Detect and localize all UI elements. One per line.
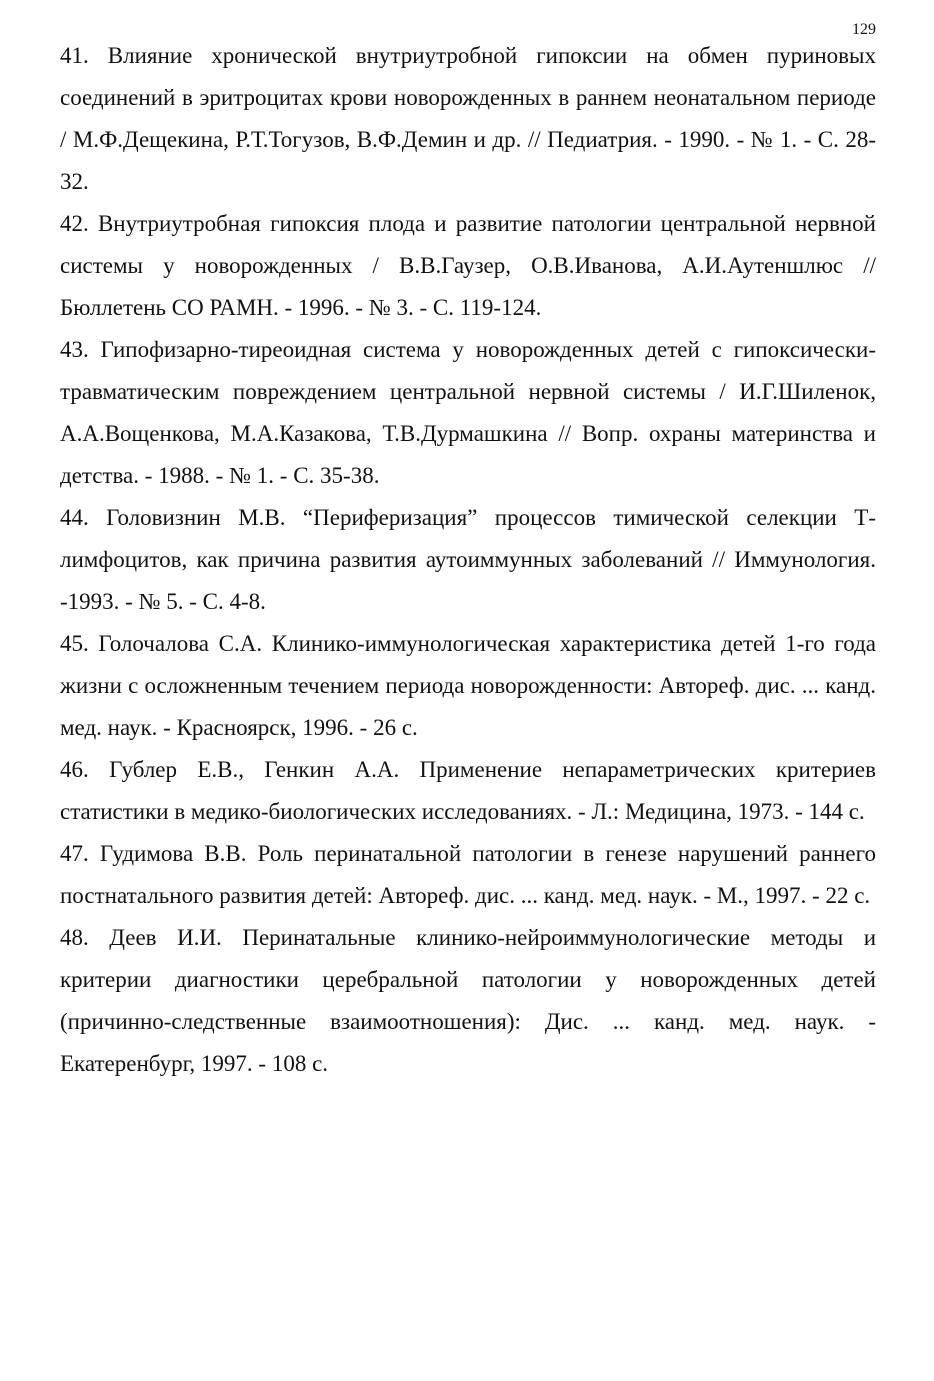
reference-item: 41. Влияние хронической внутриутробной гипоксии на обмен пуриновых соединений в эритроцитах крови новорожденных в раннем неонатальном периоде / М.Ф.Дещекина, Р.Т.Тогузов, В.Ф.Демин и др. // Педиатрия. - 1990. - № 1. - С. 28-32. bbox=[60, 43, 876, 194]
reference-item: 42. Внутриутробная гипоксия плода и развитие патологии центральной нервной системы у новорожденных / В.В.Гаузер, О.В.Иванова, А.И.Аутеншлюс // Бюллетень СО РАМН. - 1996. - № 3. - С. 119-124. bbox=[60, 211, 876, 320]
reference-item: 47. Гудимова В.В. Роль перинатальной патологии в генезе нарушений раннего постнатального развития детей: Автореф. дис. ... канд. мед. наук. - М., 1997. - 22 с. bbox=[60, 841, 876, 908]
reference-item: 44. Головизнин М.В. “Периферизация” процессов тимической селекции Т-лимфоцитов, как причина развития аутоиммунных заболеваний // Иммунология. -1993. - № 5. - С. 4-8. bbox=[60, 505, 876, 614]
reference-item: 46. Гублер Е.В., Генкин А.А. Применение непараметрических критериев статистики в медико-биологических исследованиях. - Л.: Медицина, 1973. - 144 с. bbox=[60, 757, 876, 824]
reference-item: 45. Голочалова С.А. Клинико-иммунологическая характеристика детей 1-го года жизни с осложненным течением периода новорожденности: Автореф. дис. ... канд. мед. наук. - Красноярск, 1996. - 26 с. bbox=[60, 631, 876, 740]
page-number: 129 bbox=[852, 21, 876, 38]
reference-list bbox=[60, 35, 876, 1085]
reference-item: 43. Гипофизарно-тиреоидная система у новорожденных детей с гипоксически-травматическим повреждением центральной нервной системы / И.Г.Шиленок, А.А.Вощенкова, М.А.Казакова, Т.В.Дурмашкина // Вопр. охраны материнства и детства. - 1988. - № 1. - С. 35-38. bbox=[60, 337, 876, 488]
reference-item: 48. Деев И.И. Перинатальные клинико-нейроиммунологические методы и критерии диагностики церебральной патологии у новорожденных детей (причинно-следственные взаимоотношения): Дис. ... канд. мед. наук. - Екатеренбург, 1997. - 108 с. bbox=[60, 925, 876, 1076]
